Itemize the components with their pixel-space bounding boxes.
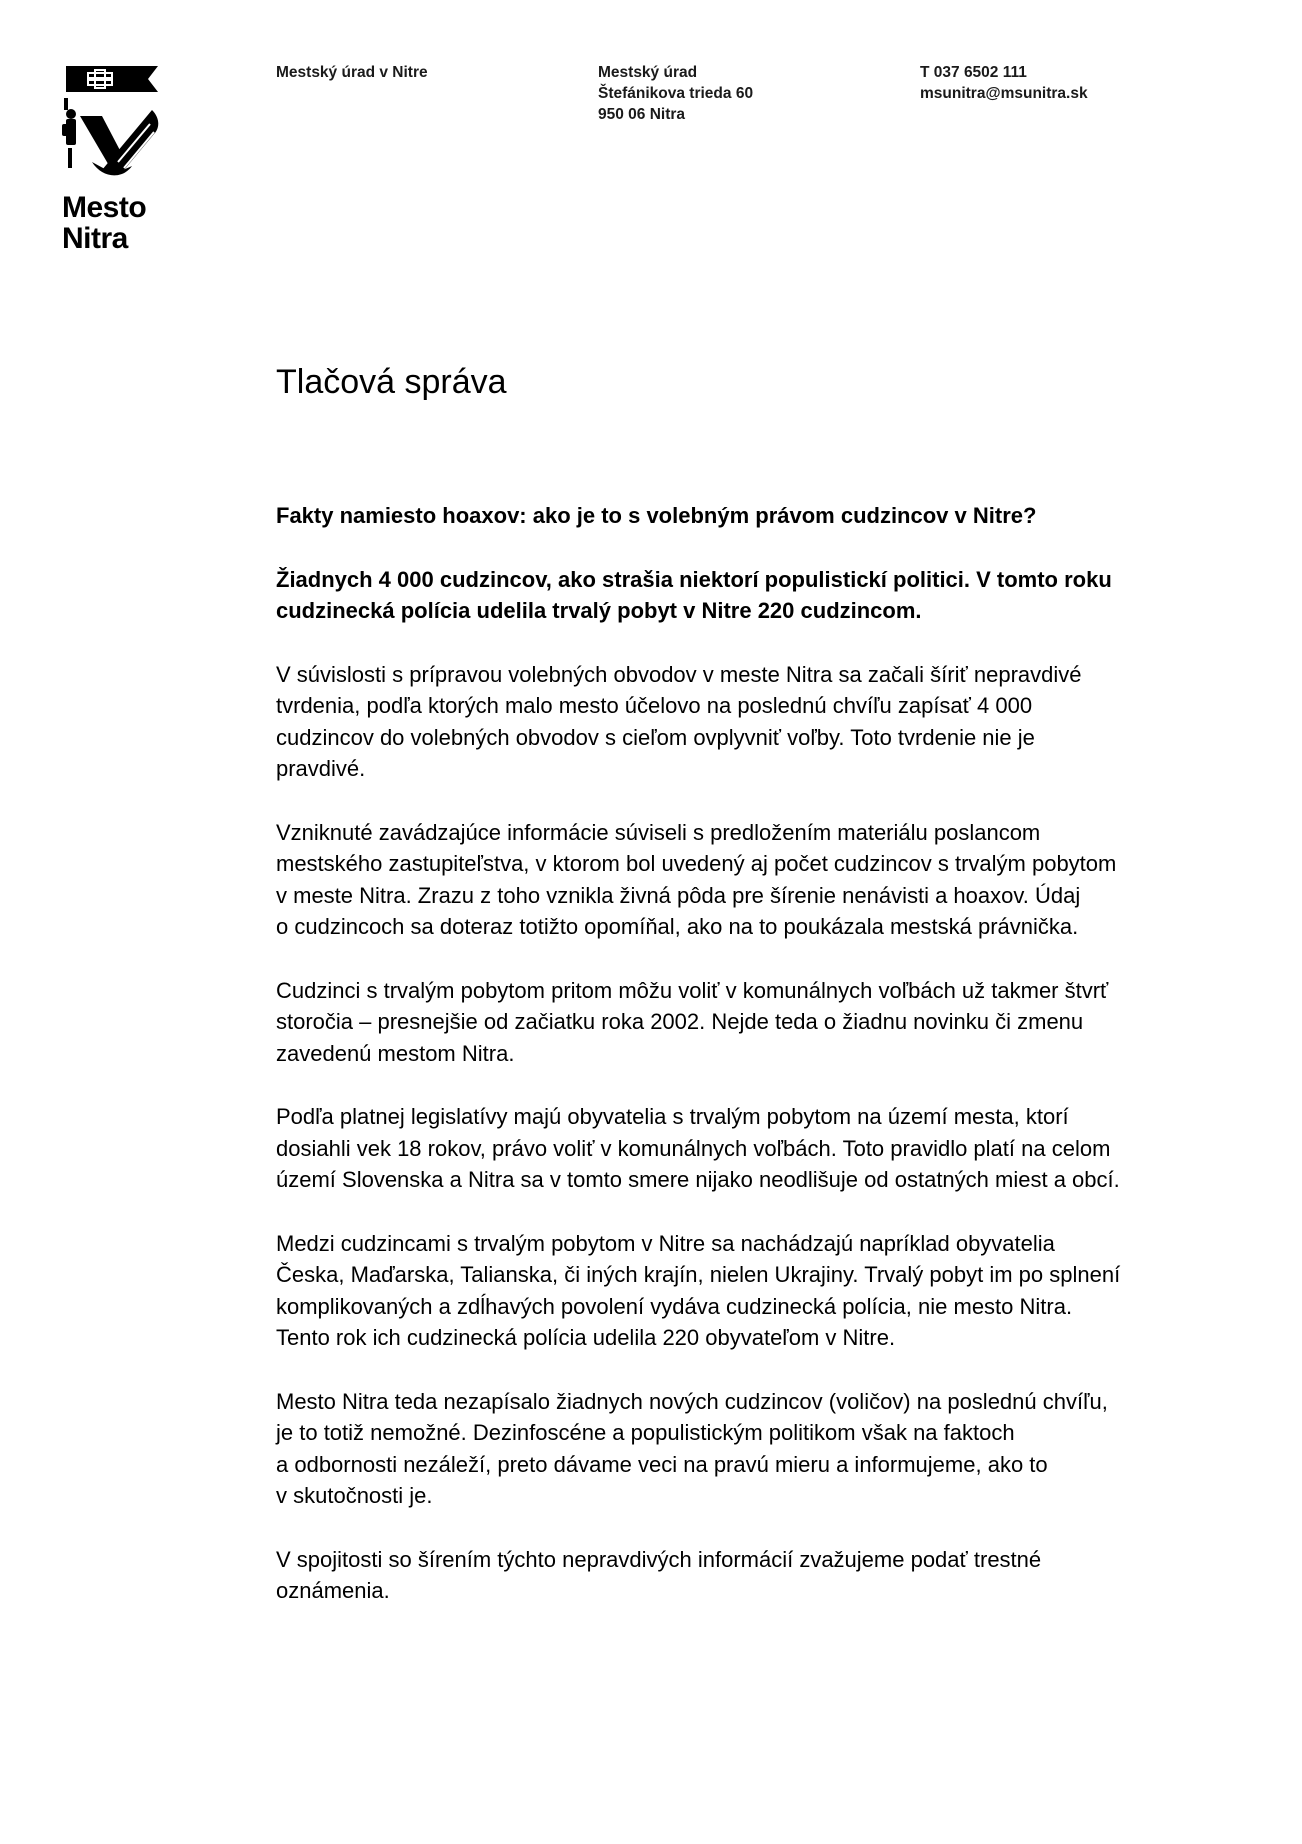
header-address-line: 950 06 Nitra [598,106,686,123]
body-line: V súvislosti s prípravou volebných obvodov v meste Nitra sa začali šíriť nepravdivé [276,661,1082,687]
body-line: mestského zastupiteľstva, v ktorom bol uvedený aj počet cudzincov s trvalým pobytom [276,851,1117,876]
header-phone: T 037 6502 111 [920,64,1027,81]
body-line: zavedenú mestom Nitra. [276,1040,515,1066]
lead-paragraph [276,564,1236,627]
body-line: Cudzinci s trvalým pobytom pritom môžu voliť v komunálnych voľbách už takmer štvrť [276,977,1109,1003]
body-paragraph [276,1228,1236,1354]
header-office-name: Mestský úrad v Nitre [276,64,428,81]
lead-line: cudzinecká polícia udelila trvalý pobyt v Nitre 220 cudzincom. [276,598,922,623]
body-paragraph [276,1544,1236,1607]
body-line: Mesto Nitra teda nezapísalo žiadnych nových cudzincov (voličov) na poslednú chvíľu, [276,1388,1108,1414]
body-line: v meste Nitra. Zrazu z toho vznikla živná pôda pre šírenie nenávisti a hoaxov. Údaj [276,882,1081,908]
body-line: a odbornosti nezáleží, preto dávame veci na pravú mieru a informujeme, ako to [276,1451,1048,1477]
header-email: msunitra@msunitra.sk [920,85,1088,102]
body-line: Podľa platnej legislatívy majú obyvatelia s trvalým pobytom na území mesta, ktorí [276,1104,1069,1129]
body-line: v skutočnosti je. [276,1483,433,1508]
body-paragraph [276,817,1236,943]
body-line: je to totiž nemožné. Dezinfoscéne a populistickým politikom však na faktoch [276,1420,1015,1445]
body-line: Česka, Maďarska, Talianska, či iných krajín, nielen Ukrajiny. Trvalý pobyt im po splnení [276,1262,1121,1287]
body-line: Vzniknuté zavádzajúce informácie súviseli s predložením materiálu poslancom [276,819,1041,845]
header-office [276,62,428,83]
logo-line-2: Nitra [62,222,128,255]
body-line: pravdivé. [276,756,366,781]
body-line: storočia – presnejšie od začiatku roka 2002. Nejde teda o žiadnu novinku či zmenu [276,1009,1084,1034]
body-line: území Slovenska a Nitra sa v tomto smere nijako neodlišuje od ostatných miest a obcí. [276,1167,1120,1192]
body-paragraph [276,1101,1236,1196]
press-release-body [276,500,1236,1639]
body-line: cudzincov do volebných obvodov s cieľom ovplyvniť voľby. Toto tvrdenie nie je [276,724,1035,750]
body-line: o cudzincoch sa doteraz totižto opomíňal, ako na to poukázala mestská právnička. [276,914,1079,939]
body-paragraph [276,1386,1236,1512]
body-line: dosiahli vek 18 rokov, právo voliť v komunálnych voľbách. Toto pravidlo platí na celom [276,1135,1111,1161]
coat-of-arms-icon [62,62,162,202]
mesto-nitra-logo [62,62,172,262]
header-contact [920,62,1088,104]
header-address [598,62,753,125]
body-paragraph [276,975,1236,1070]
headline [276,500,1236,532]
header-address-line: Štefánikova trieda 60 [598,85,754,102]
page-title: Tlačová správa [276,363,507,401]
body-line: tvrdenia, podľa ktorých malo mesto účelovo na poslednú chvíľu zapísať 4 000 [276,693,1033,718]
lead-line: Žiadnych 4 000 cudzincov, ako strašia niektorí populistickí politici. V tomto roku [276,566,1112,592]
logo-wordmark [62,192,146,254]
body-line: V spojitosti so šírením týchto nepravdivých informácií zvažujeme podať trestné [276,1546,1042,1572]
logo-line-1: Mesto [62,191,147,224]
header-address-line: Mestský úrad [598,64,698,81]
body-line: Medzi cudzincami s trvalým pobytom v Nitre sa nachádzajú napríklad obyvatelia [276,1230,1055,1256]
body-paragraph [276,659,1236,785]
body-line: komplikovaných a zdĺhavých povolení vydáva cudzinecká polícia, nie mesto Nitra. [276,1293,1073,1319]
body-line: Tento rok ich cudzinecká polícia udelila 220 obyvateľom v Nitre. [276,1325,896,1350]
body-line: oznámenia. [276,1578,390,1603]
headline-line: Fakty namiesto hoaxov: ako je to s volebným právom cudzincov v Nitre? [276,503,1037,528]
